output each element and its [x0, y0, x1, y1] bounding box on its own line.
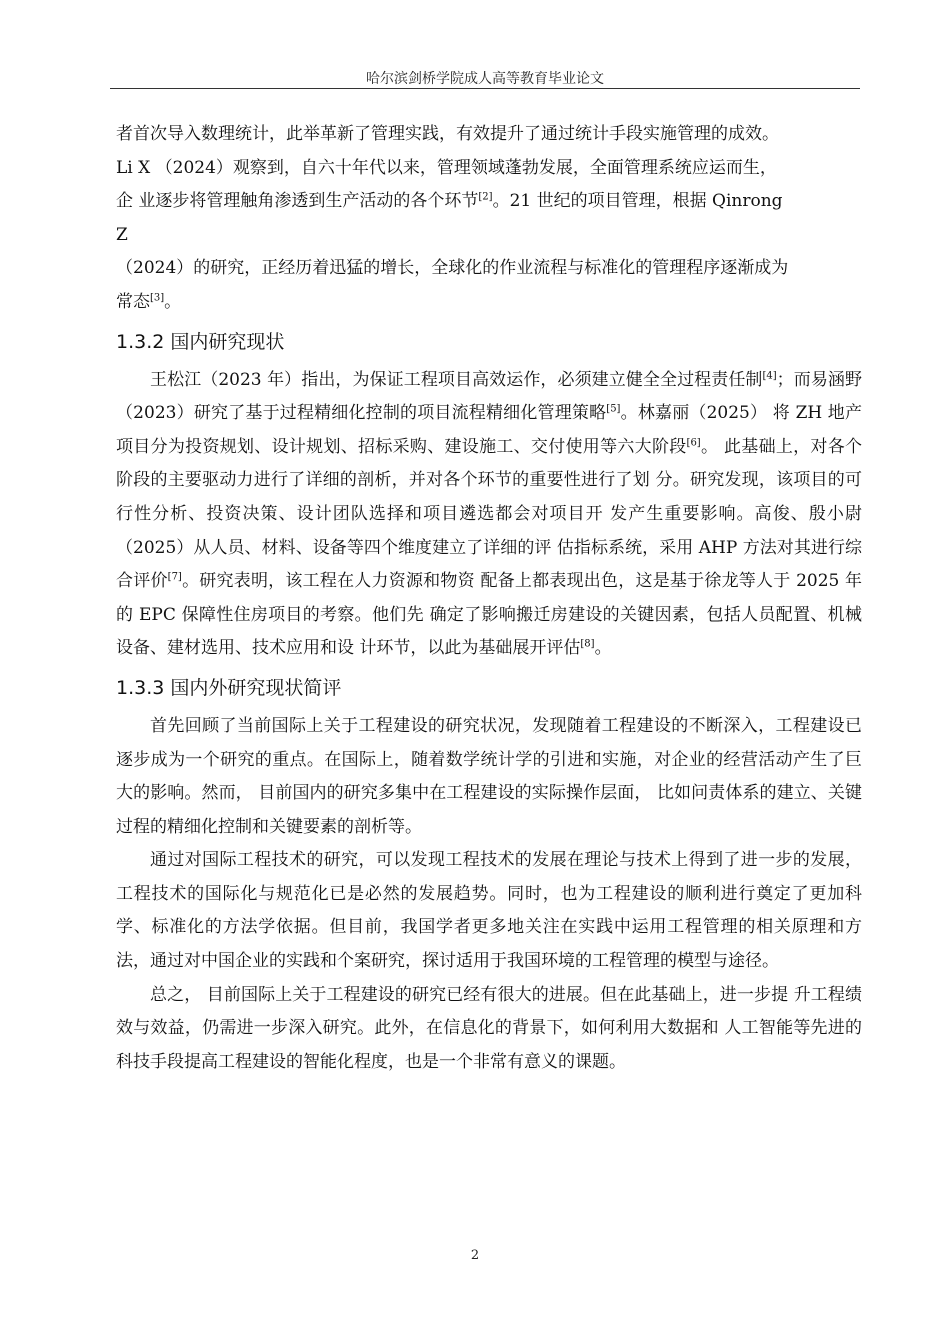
- paragraph-review-1: 首先回顾了当前国际上关于工程建设的研究状况，发现随着工程建设的不断深入，工程建设已逐步成为一个研究的重点。在国际上，随着数学统计学的引进和实施，对企业的经营活动产生了巨大的影响。然而， 目前国内的研究多集中在工程建设的实际操作层面， 比如问责体系的建立、关键过程的精细化控制和关键要素的剖析等。: [116, 715, 862, 837]
- text-line: [116, 185, 862, 219]
- text-run: 企 业逐步将管理触角渗透到生产活动的各个环节: [116, 191, 479, 212]
- text-run: 王松江（2023 年）指出，为保证工程项目高效运作，必须建立健全全过程责任制: [150, 369, 763, 390]
- text-line: （2024）的研究，正经历着迅猛的增长，全球化的作业流程与标准化的管理程序逐渐成为: [116, 258, 789, 279]
- text-line: Li X （2024）观察到，自六十年代以来，管理领域蓬勃发展，全面管理系统应运而生，: [116, 157, 777, 178]
- header-rule: [110, 88, 860, 89]
- text-run: 。21 世纪的项目管理，根据 Qinrong: [492, 191, 783, 212]
- paper-body: [116, 118, 862, 1079]
- citation-ref: [5]: [606, 403, 621, 415]
- text-line: [116, 286, 862, 320]
- text-run: 。研究表明，该工程在人力资源和物资 配备上都表现出色，这是基于徐龙等人于 2025 年的 EPC 保障性住房项目的考察。他们先 确定了影响搬迁房建设的关键因素，包括人员配置、机械设备、建材选用、技术应用和设 计环节，以此为基础展开评估: [116, 571, 862, 659]
- text-run: 。林嘉丽（2025） 将 ZH 地产项目分为投资规划、设计规划、招标采购、建设施工、交付使用等六大阶段: [116, 403, 862, 457]
- section-heading-1-3-3: 1.3.3 国内外研究现状简评: [116, 676, 342, 699]
- text-run: 。 此基础上，对各个阶段的主要驱动力进行了详细的剖析，并对各个环节的重要性进行了划 分。研究发现，该项目的可行性分析、投资决策、设计团队选择和项目遴选都会对项目开 发产生重要影响。高俊、殷小尉（2025）从人员、材料、设备等四个维度建立了详细的评 估指标系统，采用 AHP 方法对其进行综合评价: [116, 436, 863, 592]
- section-heading-1-3-2: 1.3.2 国内研究现状: [116, 330, 285, 353]
- running-header: 哈尔滨剑桥学院成人高等教育毕业论文: [366, 71, 604, 87]
- intro-paragraph: [116, 118, 862, 320]
- citation-ref: [8]: [580, 638, 595, 650]
- citation-ref: [4]: [762, 369, 777, 381]
- paragraph-domestic-research: [116, 364, 862, 666]
- text-run: 常态: [116, 291, 150, 312]
- text-line: 者首次导入数理统计，此举革新了管理实践，有效提升了通过统计手段实施管理的成效。: [116, 124, 779, 144]
- text-run: 。: [594, 638, 612, 659]
- citation-ref: [6]: [686, 437, 701, 449]
- text-line: Z: [116, 224, 128, 245]
- paragraph-review-2: 通过对国际工程技术的研究，可以发现工程技术的发展在理论与技术上得到了进一步的发展，工程技术的国际化与规范化已是必然的发展趋势。同时，也为工程建设的顺利进行奠定了更加科学、标准化的方法学依据。但目前，我国学者更多地关注在实践中运用工程管理的相关原理和方法，通过对中国企业的实践和个案研究，探讨适用于我国环境的工程管理的模型与途径。: [116, 850, 862, 972]
- text-run: ；而易涵野（2023）研究了基于过程精细化控制的项目流程精细化管理策略: [116, 369, 863, 424]
- citation-ref: [2]: [478, 191, 493, 203]
- paragraph-review-3: 总之， 目前国际上关于工程建设的研究已经有很大的进展。但在此基础上，进一步提 升工程绩效与效益，仍需进一步深入研究。此外，在信息化的背景下，如何利用大数据和 人工智能等先进的科技手段提高工程建设的智能化程度，也是一个非常有意义的课题。: [116, 984, 862, 1072]
- citation-ref: [3]: [150, 292, 165, 304]
- citation-ref: [7]: [167, 571, 182, 583]
- page-number: 2: [470, 1248, 480, 1263]
- text-run: 。: [164, 291, 182, 312]
